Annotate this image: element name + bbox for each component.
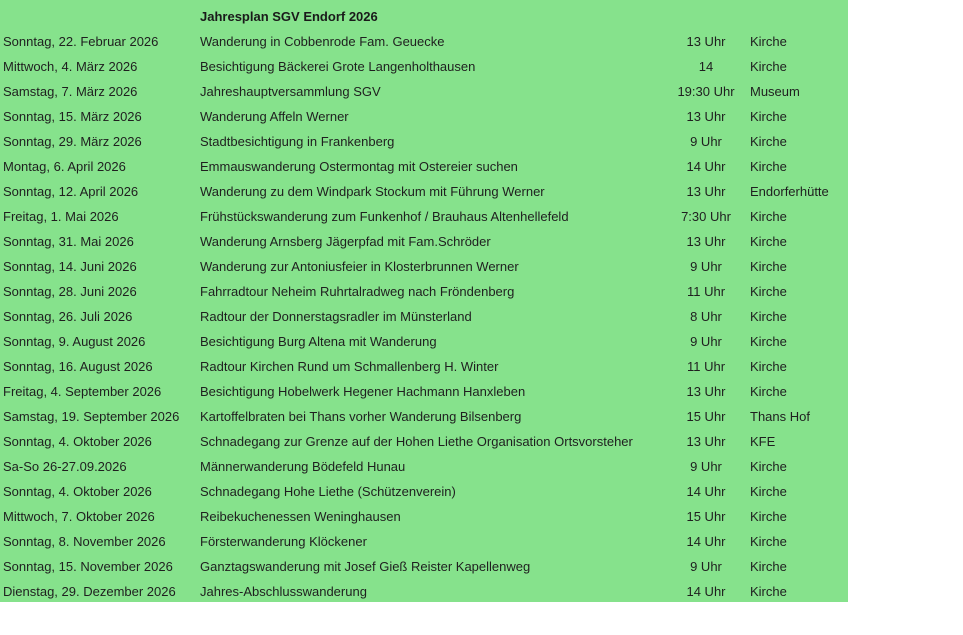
row-place: KFE bbox=[750, 434, 776, 449]
row-place: Kirche bbox=[750, 159, 787, 174]
table-row bbox=[0, 54, 848, 79]
row-event: Wanderung in Cobbenrode Fam. Geuecke bbox=[200, 34, 445, 49]
row-time: 9 Uhr bbox=[690, 559, 722, 574]
row-place: Kirche bbox=[750, 209, 787, 224]
row-event: Besichtigung Burg Altena mit Wanderung bbox=[200, 334, 437, 349]
row-date: Sonntag, 31. Mai 2026 bbox=[3, 234, 134, 249]
row-event: Radtour Kirchen Rund um Schmallenberg H. Winter bbox=[200, 359, 499, 374]
row-event: Wanderung Affeln Werner bbox=[200, 109, 349, 124]
row-time: 9 Uhr bbox=[690, 459, 722, 474]
row-time: 13 Uhr bbox=[686, 234, 726, 249]
row-event: Radtour der Donnerstagsradler im Münsterland bbox=[200, 309, 472, 324]
table-row bbox=[0, 479, 848, 504]
table-row bbox=[0, 354, 848, 379]
row-event: Männerwanderung Bödefeld Hunau bbox=[200, 459, 406, 474]
page-title: Jahresplan SGV Endorf 2026 bbox=[200, 9, 378, 24]
row-time: 14 Uhr bbox=[686, 159, 726, 174]
row-place: Museum bbox=[750, 84, 800, 99]
row-date: Mittwoch, 4. März 2026 bbox=[3, 59, 138, 74]
row-time: 19:30 Uhr bbox=[677, 84, 735, 99]
table-row bbox=[0, 529, 848, 554]
row-event: Stadtbesichtigung in Frankenberg bbox=[200, 134, 395, 149]
row-time: 8 Uhr bbox=[690, 309, 722, 324]
row-date: Sa-So 26-27.09.2026 bbox=[3, 459, 127, 474]
row-time: 11 Uhr bbox=[686, 284, 726, 299]
row-place: Kirche bbox=[750, 509, 787, 524]
table-row bbox=[0, 254, 848, 279]
row-place: Kirche bbox=[750, 134, 787, 149]
table-row bbox=[0, 304, 848, 329]
row-time: 13 Uhr bbox=[686, 434, 726, 449]
row-place: Kirche bbox=[750, 534, 787, 549]
table-row bbox=[0, 229, 848, 254]
row-date: Samstag, 7. März 2026 bbox=[3, 84, 138, 99]
row-time: 7:30 Uhr bbox=[681, 209, 731, 224]
row-place: Kirche bbox=[750, 284, 787, 299]
row-event: Kartoffelbraten bei Thans vorher Wanderung Bilsenberg bbox=[200, 409, 522, 424]
row-event: Fahrradtour Neheim Ruhrtalradweg nach Fröndenberg bbox=[200, 284, 515, 299]
row-event: Emmauswanderung Ostermontag mit Ostereier suchen bbox=[200, 159, 518, 174]
row-date: Mittwoch, 7. Oktober 2026 bbox=[3, 509, 155, 524]
row-date: Dienstag, 29. Dezember 2026 bbox=[3, 584, 176, 599]
row-date: Freitag, 1. Mai 2026 bbox=[3, 209, 119, 224]
table-row bbox=[0, 504, 848, 529]
table-row bbox=[0, 279, 848, 304]
row-event: Wanderung zur Antoniusfeier in Klosterbrunnen Werner bbox=[200, 259, 519, 274]
row-date: Sonntag, 26. Juli 2026 bbox=[3, 309, 133, 324]
row-place: Kirche bbox=[750, 34, 787, 49]
row-event: Jahres-Abschlusswanderung bbox=[200, 584, 367, 599]
row-time: 13 Uhr bbox=[686, 109, 726, 124]
row-place: Kirche bbox=[750, 484, 787, 499]
row-date: Sonntag, 8. November 2026 bbox=[3, 534, 166, 549]
row-date: Sonntag, 29. März 2026 bbox=[3, 134, 142, 149]
row-date: Montag, 6. April 2026 bbox=[3, 159, 126, 174]
row-event: Schnadegang Hohe Liethe (Schützenverein) bbox=[200, 484, 456, 499]
table-row bbox=[0, 579, 848, 604]
row-event: Reibekuchenessen Weninghausen bbox=[200, 509, 401, 524]
row-date: Sonntag, 22. Februar 2026 bbox=[3, 34, 159, 49]
table-row bbox=[0, 554, 848, 579]
row-date: Sonntag, 14. Juni 2026 bbox=[3, 259, 137, 274]
row-place: Thans Hof bbox=[750, 409, 810, 424]
row-event: Wanderung Arnsberg Jägerpfad mit Fam.Schröder bbox=[200, 234, 491, 249]
row-place: Kirche bbox=[750, 334, 787, 349]
table-row bbox=[0, 454, 848, 479]
row-place: Kirche bbox=[750, 384, 787, 399]
row-place: Kirche bbox=[750, 584, 787, 599]
table-row bbox=[0, 179, 848, 204]
row-place: Kirche bbox=[750, 259, 787, 274]
row-place: Endorferhütte bbox=[750, 184, 829, 199]
row-time: 14 Uhr bbox=[686, 534, 726, 549]
table-row bbox=[0, 129, 848, 154]
row-place: Kirche bbox=[750, 559, 787, 574]
row-time: 14 Uhr bbox=[686, 584, 726, 599]
row-event: Schnadegang zur Grenze auf der Hohen Liethe Organisation Ortsvorsteher bbox=[200, 434, 633, 449]
row-date: Sonntag, 4. Oktober 2026 bbox=[3, 484, 152, 499]
row-date: Sonntag, 12. April 2026 bbox=[3, 184, 139, 199]
table-row bbox=[0, 429, 848, 454]
row-date: Sonntag, 15. März 2026 bbox=[3, 109, 142, 124]
row-date: Sonntag, 16. August 2026 bbox=[3, 359, 153, 374]
row-event: Wanderung zu dem Windpark Stockum mit Führung Werner bbox=[200, 184, 545, 199]
row-event: Ganztagswanderung mit Josef Gieß Reister Kapellenweg bbox=[200, 559, 531, 574]
row-time: 15 Uhr bbox=[686, 409, 726, 424]
row-place: Kirche bbox=[750, 309, 787, 324]
row-time: 13 Uhr bbox=[686, 384, 726, 399]
row-event: Besichtigung Hobelwerk Hegener Hachmann Hanxleben bbox=[200, 384, 526, 399]
row-event: Försterwanderung Klöckener bbox=[200, 534, 367, 549]
row-event: Frühstückswanderung zum Funkenhof / Brauhaus Altenhellefeld bbox=[200, 209, 569, 224]
row-date: Sonntag, 9. August 2026 bbox=[3, 334, 146, 349]
row-time: 15 Uhr bbox=[686, 509, 726, 524]
row-date: Samstag, 19. September 2026 bbox=[3, 409, 180, 424]
table-row bbox=[0, 79, 848, 104]
row-date: Sonntag, 15. November 2026 bbox=[3, 559, 173, 574]
row-time: 14 bbox=[698, 59, 714, 74]
row-event: Jahreshauptversammlung SGV bbox=[200, 84, 381, 99]
row-event: Besichtigung Bäckerei Grote Langenholthausen bbox=[200, 59, 476, 74]
table-row bbox=[0, 29, 848, 54]
row-place: Kirche bbox=[750, 359, 787, 374]
row-place: Kirche bbox=[750, 234, 787, 249]
table-row bbox=[0, 404, 848, 429]
row-date: Sonntag, 4. Oktober 2026 bbox=[3, 434, 152, 449]
row-time: 13 Uhr bbox=[686, 34, 726, 49]
table-row bbox=[0, 204, 848, 229]
schedule-table bbox=[0, 29, 848, 604]
row-time: 11 Uhr bbox=[686, 359, 726, 374]
row-time: 14 Uhr bbox=[686, 484, 726, 499]
row-place: Kirche bbox=[750, 59, 787, 74]
table-row bbox=[0, 379, 848, 404]
row-date: Sonntag, 28. Juni 2026 bbox=[3, 284, 137, 299]
row-place: Kirche bbox=[750, 459, 787, 474]
table-row bbox=[0, 154, 848, 179]
row-time: 9 Uhr bbox=[690, 134, 722, 149]
row-place: Kirche bbox=[750, 109, 787, 124]
row-time: 9 Uhr bbox=[690, 334, 722, 349]
row-time: 9 Uhr bbox=[690, 259, 722, 274]
table-row bbox=[0, 104, 848, 129]
row-time: 13 Uhr bbox=[686, 184, 726, 199]
table-row bbox=[0, 329, 848, 354]
row-date: Freitag, 4. September 2026 bbox=[3, 384, 162, 399]
